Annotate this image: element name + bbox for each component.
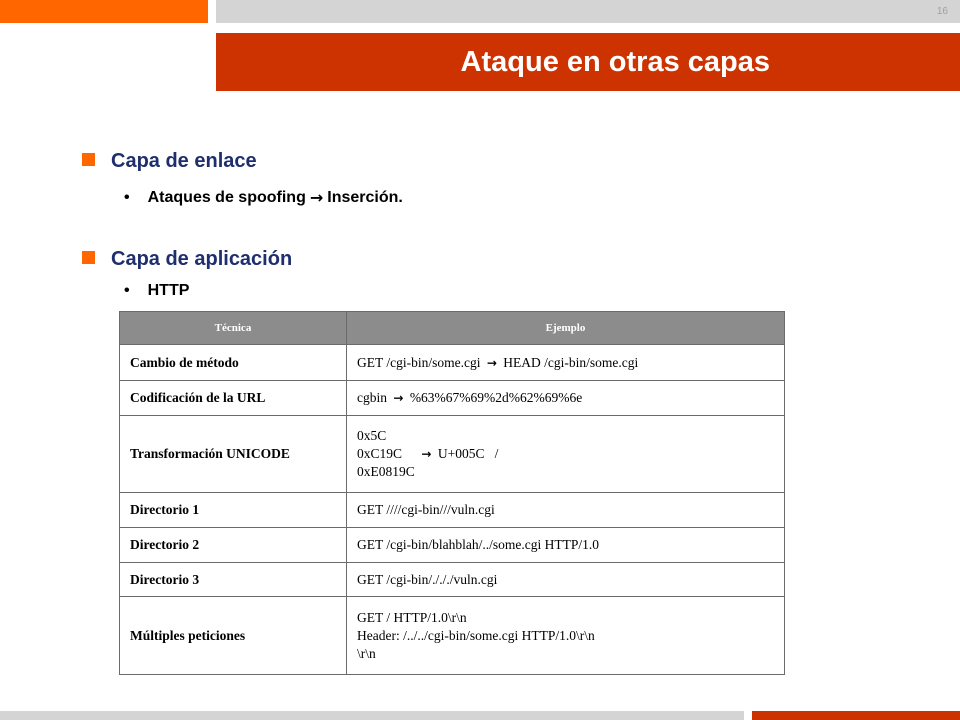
cell-tecnica: Codificación de la URL xyxy=(120,381,347,416)
bullet-dot-icon: • xyxy=(124,282,130,299)
cell-ejemplo xyxy=(347,416,785,493)
ejemplo-part: HEAD /cgi-bin/some.cgi xyxy=(503,354,639,370)
ejemplo-part: GET /cgi-bin/some.cgi xyxy=(357,354,481,370)
ejemplo-part: U+005C / xyxy=(437,446,499,461)
bullet-spoofing xyxy=(124,188,403,207)
column-header-tecnica: Técnica xyxy=(120,312,347,345)
page-number: 16 xyxy=(936,6,948,17)
ejemplo-line: \r\n xyxy=(357,645,376,661)
right-arrow-icon: → xyxy=(421,447,432,461)
right-arrow-icon: → xyxy=(309,188,324,207)
cell-ejemplo xyxy=(347,381,785,416)
title-banner xyxy=(216,33,960,91)
cell-ejemplo xyxy=(347,597,785,675)
cell-ejemplo: GET ////cgi-bin///vuln.cgi xyxy=(347,493,785,528)
table-row xyxy=(120,416,785,493)
table-row xyxy=(120,493,785,528)
right-arrow-icon: → xyxy=(486,355,497,370)
cell-tecnica: Directorio 1 xyxy=(120,493,347,528)
bullet-http xyxy=(124,282,189,300)
top-accent-bar xyxy=(0,0,208,23)
cell-tecnica: Transformación UNICODE xyxy=(120,416,347,493)
table-header-row xyxy=(120,312,785,345)
ejemplo-line: Header: /../../cgi-bin/some.cgi HTTP/1.0\r\n xyxy=(357,627,595,643)
table-row xyxy=(120,563,785,597)
table-row xyxy=(120,597,785,675)
cell-ejemplo xyxy=(347,345,785,381)
slide-title: Ataque en otras capas xyxy=(460,45,770,78)
right-arrow-icon: → xyxy=(393,391,404,405)
section-heading-label: Capa de aplicación xyxy=(111,248,293,270)
ejemplo-line: GET / HTTP/1.0\r\n xyxy=(357,609,467,625)
cell-tecnica: Directorio 2 xyxy=(120,528,347,563)
bullet-label: Ataques de spoofing xyxy=(147,188,306,206)
ejemplo-part: cgbin xyxy=(357,390,387,405)
bullet-dot-icon: • xyxy=(124,188,130,206)
ejemplo-line xyxy=(357,445,774,463)
cell-tecnica: Directorio 3 xyxy=(120,563,347,597)
table-row xyxy=(120,345,785,381)
ejemplo-part: %63%67%69%2d%62%69%6e xyxy=(409,390,583,405)
section-heading-label: Capa de enlace xyxy=(111,150,257,172)
column-header-ejemplo: Ejemplo xyxy=(347,312,785,345)
section-heading-enlace xyxy=(82,150,257,173)
ejemplo-line: 0xE0819C xyxy=(357,464,415,479)
bullet-label: HTTP xyxy=(147,282,190,299)
bullet-tail: Inserción. xyxy=(327,188,403,206)
cell-ejemplo: GET /cgi-bin/blahblah/../some.cgi HTTP/1.0 xyxy=(347,528,785,563)
square-bullet-icon xyxy=(82,251,95,264)
cell-tecnica: Cambio de método xyxy=(120,345,347,381)
cell-ejemplo: GET /cgi-bin/./././vuln.cgi xyxy=(347,563,785,597)
ejemplo-line: 0x5C xyxy=(357,428,387,443)
ejemplo-part: 0xC19C xyxy=(357,446,403,461)
top-gray-bar xyxy=(216,0,960,23)
bottom-accent-bar xyxy=(752,711,960,720)
table-row xyxy=(120,381,785,416)
square-bullet-icon xyxy=(82,153,95,166)
bottom-gray-bar xyxy=(0,711,744,720)
table-row xyxy=(120,528,785,563)
http-attack-table xyxy=(119,311,785,675)
cell-tecnica: Múltiples peticiones xyxy=(120,597,347,675)
section-heading-aplicacion xyxy=(82,248,292,271)
